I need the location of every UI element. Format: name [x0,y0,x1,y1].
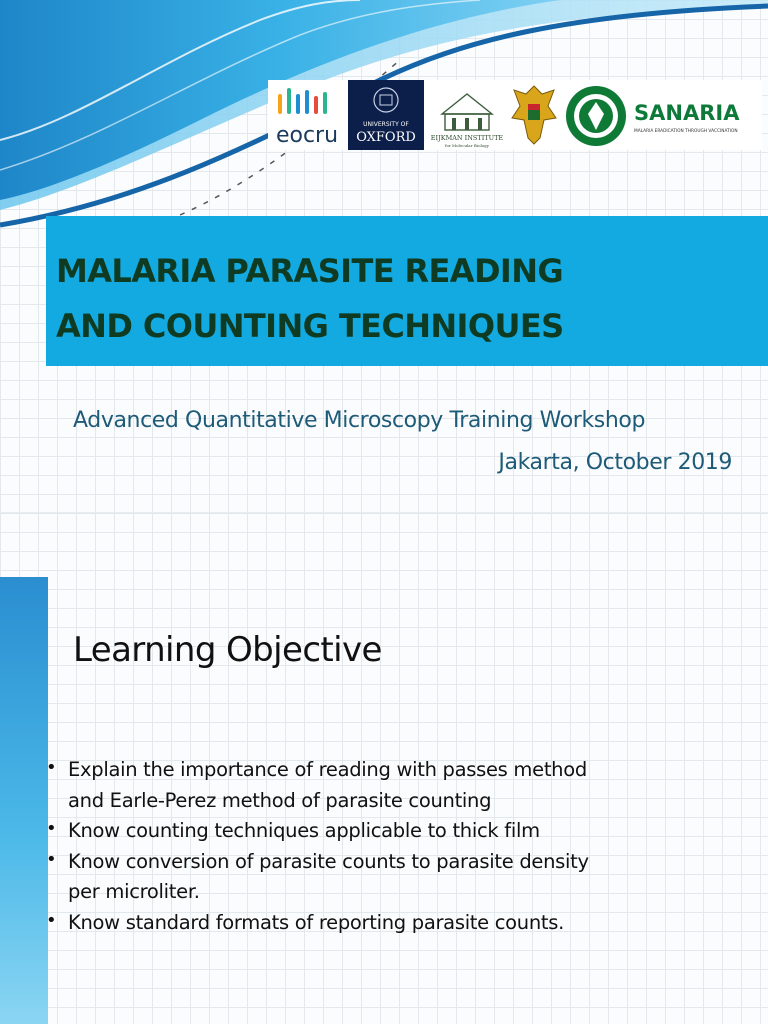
title-line-2: AND COUNTING TECHNIQUES [56,307,564,345]
sanaria-logo-text: SANARIA [634,101,740,125]
svg-text:OXFORD: OXFORD [356,130,416,145]
date-location: Jakarta, October 2019 [498,450,732,475]
army-emblem-logo [508,80,560,150]
oxford-logo [348,80,424,150]
slide-title: Learning Objective [73,630,382,670]
svg-text:EIJKMAN INSTITUTE: EIJKMAN INSTITUTE [430,134,504,142]
eocru-logo [268,80,346,150]
ui-emblem-logo [562,80,630,150]
list-item: • Know standard formats of reporting parasite counts. [46,908,746,939]
list-item: • Explain the importance of reading with passes method and Earle-Perez method of parasite counting [46,755,746,816]
presentation-title [56,244,756,354]
svg-text:UNIVERSITY OF: UNIVERSITY OF [363,121,409,128]
list-item: • Know counting techniques applicable to thick film [46,816,746,847]
workshop-subtitle: Advanced Quantitative Microscopy Training Workshop [73,408,646,433]
eocru-logo-text: eocru [275,123,339,148]
objective-list [46,755,746,938]
sanaria-logo [632,80,762,150]
svg-text:for Molecular Biology: for Molecular Biology [444,143,490,148]
side-accent-bar [0,577,48,1024]
list-item: • Know conversion of parasite counts to parasite density per microliter. [46,847,746,908]
eijkman-logo [428,80,506,150]
title-line-1: MALARIA PARASITE READING [56,252,564,290]
svg-text:MALARIA ERADICATION THROUGH VA: MALARIA ERADICATION THROUGH VACCINATION [634,129,738,134]
partner-logos [268,80,762,150]
